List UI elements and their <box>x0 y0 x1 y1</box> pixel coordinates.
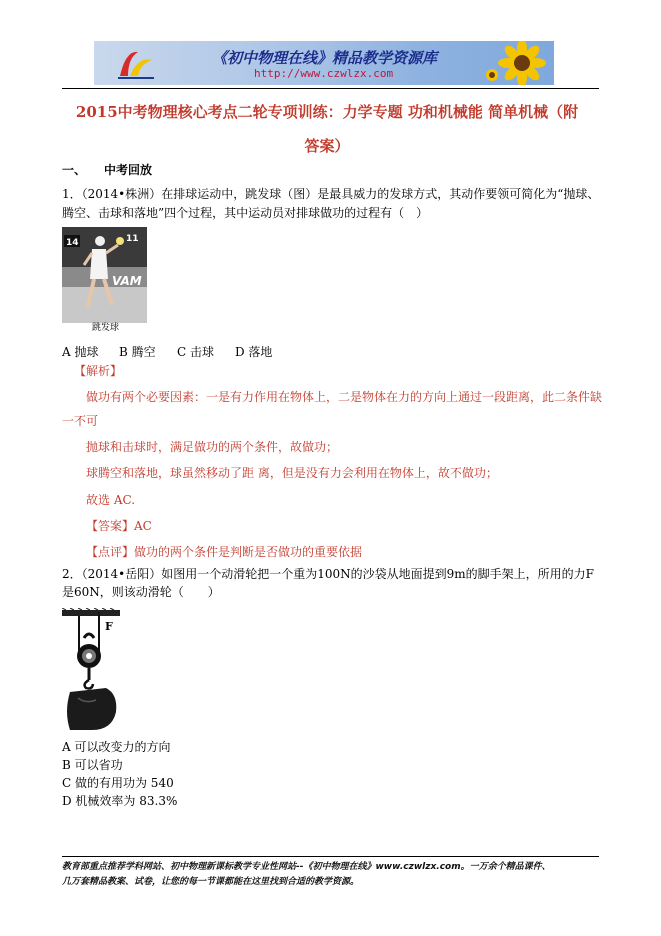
jersey-number-right: 11 <box>126 234 139 244</box>
section-number: 一、 <box>62 163 87 177</box>
q1-option-c: C 击球 <box>177 345 214 359</box>
q1-answer: 【答案】AC <box>86 519 152 533</box>
footer-line1: 教育部重点推荐学科网站、初中物理新课标教学专业性网站--《初中物理在线》www.czwlzx.com。一万余个精品课件、 <box>62 862 551 872</box>
q1-analysis-line2: 一不可 <box>62 414 99 428</box>
banner-url: http://www.czwlzx.com <box>254 67 394 80</box>
q1-stem-line2: 腾空、击球和落地”四个过程，其中运动员对排球做功的过程有（ ） <box>62 206 429 220</box>
q1-option-d: D 落地 <box>235 345 273 359</box>
document-title-line1: 2015中考物理核心考点二轮专项训练：力学专题 功和机械能 简单机械（附 <box>75 103 579 121</box>
q1-comment: 【点评】做功的两个条件是判断是否做功的重要依据 <box>86 545 363 559</box>
q1-analysis-line5: 故选 AC. <box>86 493 136 507</box>
q1-stem-line1: 1．（2014•株洲）在排球运动中，跳发球（图）是最具威力的发球方式，其动作要领可简化为“抛球、 <box>62 187 600 201</box>
document-title <box>62 95 592 163</box>
q1-analysis-line4: 球腾空和落地，球虽然移动了距 离，但是没有力会利用在物体上，故不做功； <box>86 466 498 480</box>
q1-analysis-tag: 【解析】 <box>74 364 123 378</box>
ad-board-text: VAM <box>112 274 142 288</box>
q2-stem-line2: 是60N，则该动滑轮（ ） <box>62 585 220 599</box>
q2-force-label: F <box>105 620 113 633</box>
banner-title: 《初中物理在线》精品教学资源库 <box>212 49 438 67</box>
volleyball-serve-photo <box>62 227 147 323</box>
footer-line2: 几万套精品教案、试卷，让您的每一节课都能在这里找到合适的教学资源。 <box>62 877 360 887</box>
header-divider <box>62 88 599 89</box>
q1-option-b: B 腾空 <box>119 345 156 359</box>
q2-stem-line1: 2．（2014•岳阳）如图用一个动滑轮把一个重为100N的沙袋从地面提到9m的脚手架上，所用的力F <box>62 567 594 581</box>
document-title-line2: 答案） <box>304 137 350 155</box>
q2-option-d: D 机械效率为 83.3% <box>62 794 178 808</box>
q1-option-a: A 抛球 <box>62 345 99 359</box>
jersey-number-left: 14 <box>66 238 79 248</box>
q1-analysis-line1: 做功有两个必要因素：一是有力作用在物体上，二是物体在力的方向上通过一段距离，此二条件缺 <box>86 390 603 404</box>
header-banner <box>94 41 554 85</box>
site-logo-icon <box>116 46 156 80</box>
q2-option-c: C 做的有用功为 540 <box>62 776 174 790</box>
q2-option-a: A 可以改变力的方向 <box>62 740 171 754</box>
section-heading: 中考回放 <box>104 163 153 177</box>
sunflower-image <box>480 41 550 85</box>
footer-divider <box>62 856 599 857</box>
q2-option-b: B 可以省功 <box>62 758 123 772</box>
q2-pulley-figure <box>62 608 132 732</box>
page-footer <box>62 860 602 890</box>
q1-volleyball-figure <box>62 227 147 335</box>
q1-analysis-line3: 抛球和击球时，满足做功的两个条件，故做功； <box>86 440 339 454</box>
q1-figure-caption: 跳发球 <box>92 323 120 333</box>
